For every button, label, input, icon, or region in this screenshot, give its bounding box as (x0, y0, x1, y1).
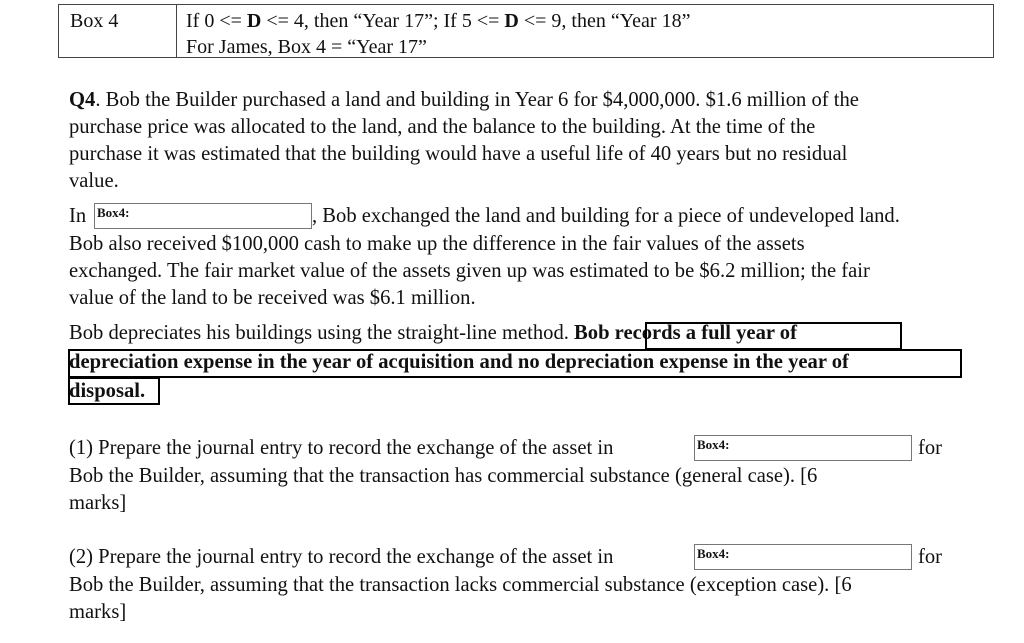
emphasized-line (69, 380, 145, 403)
question-text: . Bob the Builder purchased a land and building in Year 6 for $4,000,000. $1.6 million of the (95, 89, 859, 111)
box4-tag: Box4: (97, 205, 130, 220)
question-text: Bob depreciates his buildings using the straight-line method. (69, 322, 575, 344)
question-line: , Bob exchanged the land and building for a piece of undeveloped land. (312, 205, 900, 227)
part1-line: Bob the Builder, assuming that the transaction has commercial substance (general case). [6 (69, 465, 818, 487)
part2-line: marks] (69, 601, 127, 623)
question-line: value. (69, 170, 119, 192)
rule-text: <= 4, then “Year 17”; If 5 <= (261, 10, 505, 32)
question-line: Bob also received $100,000 cash to make up the difference in the fair values of the assets (69, 233, 805, 255)
box4-field[interactable] (94, 203, 312, 229)
part1-line: marks] (69, 492, 127, 514)
question-line (69, 89, 859, 112)
box-note: For James, Box 4 = “Year 17” (186, 36, 427, 58)
part2-line: for (918, 546, 943, 568)
question-line: purchase price was allocated to the land, and the balance to the building. At the time of the (69, 116, 816, 138)
box-label: Box 4 (70, 10, 119, 32)
rule-variable: D (246, 10, 262, 32)
rule-variable: D (504, 10, 519, 32)
rule-text: If 0 <= (186, 10, 247, 32)
box4-field[interactable] (694, 435, 912, 461)
question-line: In (69, 205, 87, 227)
question-line (69, 322, 797, 345)
box4-field[interactable] (694, 544, 912, 570)
box-rule-table (58, 4, 994, 58)
rule-text: <= 9, then “Year 18” (518, 10, 691, 32)
emphasized-line (69, 351, 849, 374)
part1-line: for (918, 437, 943, 459)
part1-line: (1) Prepare the journal entry to record the exchange of the asset in (69, 437, 614, 459)
emphasized-text: depreciation expense in the year of acquisition and no depreciation expense in the year of (69, 351, 849, 373)
part2-line: Bob the Builder, assuming that the transaction lacks commercial substance (exception case). [6 (69, 574, 852, 596)
part2-line: (2) Prepare the journal entry to record the exchange of the asset in (69, 546, 614, 568)
question-line: purchase it was estimated that the building would have a useful life of 40 years but no residual (69, 143, 848, 165)
box4-tag: Box4: (697, 437, 730, 452)
question-line: value of the land to be received was $6.1 million. (69, 287, 476, 309)
question-number: Q4 (69, 89, 96, 111)
box4-tag: Box4: (697, 546, 730, 561)
emphasized-text: Bob records a full year of (574, 322, 797, 344)
table-divider (176, 5, 177, 57)
emphasized-text: disposal. (69, 380, 146, 402)
box-rule (186, 10, 690, 33)
question-line: exchanged. The fair market value of the assets given up was estimated to be $6.2 million; the fair (69, 260, 870, 282)
